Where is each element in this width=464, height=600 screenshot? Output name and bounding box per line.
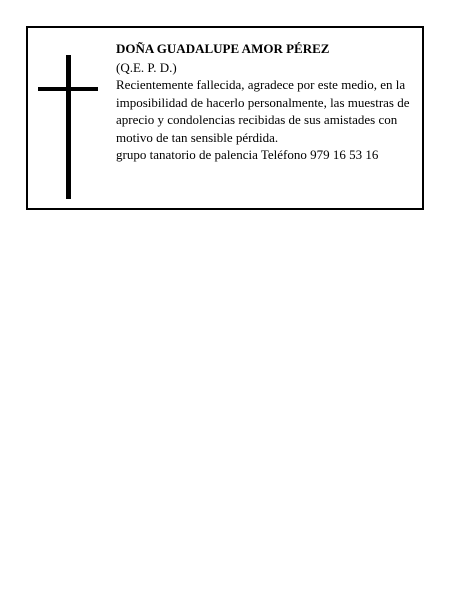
qepd-line: (Q.E. P. D.): [116, 59, 177, 75]
notice-text-block: [116, 40, 420, 164]
obituary-notice: [26, 26, 424, 210]
funeral-home-contact: grupo tanatorio de palencia Teléfono 979 16 53 16: [116, 147, 379, 162]
latin-cross-icon: [38, 55, 98, 199]
cross-vertical-bar: [66, 55, 71, 199]
deceased-name: DOÑA GUADALUPE AMOR PÉREZ: [116, 41, 330, 56]
cross-horizontal-bar: [38, 87, 98, 91]
condolence-message: Recientemente fallecida, agradece por este medio, en la imposibilidad de hacerlo personalmente, las muestras de aprecio y condolencias recibidas de sus amistades con motivo de tan sensible pérdida.: [116, 77, 410, 145]
